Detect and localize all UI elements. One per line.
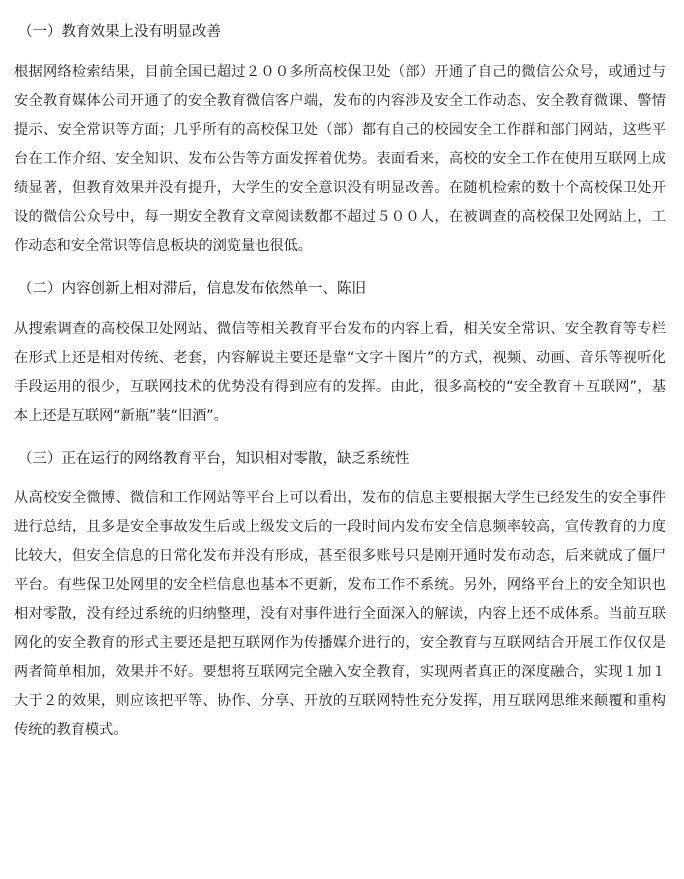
section-paragraph: 从搜索调查的高校保卫处网站、微信等相关教育平台发布的内容上看，相关安全常识、安全教育等专栏在形式上还是相对传统、老套，内容解说主要还是靠“文字＋图片”的方式，视频、动画、音乐等视听化手段运用的很少，互联网技术的优势没有得到应有的发挥。由此，很多高校的“安全教育＋互联网”，基本上还是互联网“新瓶”装“旧酒”。 <box>14 320 666 424</box>
section-paragraph: 根据网络检索结果，目前全国已超过２００多所高校保卫处（部）开通了自己的微信公众号，或通过与安全教育媒体公司开通了的安全教育微信客户端，发布的内容涉及安全工作动态、安全教育微课、警情提示、安全常识等方面；几乎所有的高校保卫处（部）都有自己的校园安全工作群和部门网站，这些平台在工作介绍、安全知识、发布公告等方面发挥着优势。表面看来，高校的安全工作在使用互联网上成绩显著，但教育效果并没有提升，大学生的安全意识没有明显改善。在随机检索的数十个高校保卫处开设的微信公众号中，每一期安全教育文章阅读数都不超过５００人，在被调查的高校保卫处网站上，工作动态和安全常识等信息板块的浏览量也很低。 <box>14 63 666 254</box>
document-section <box>14 22 666 261</box>
document-section <box>14 279 666 431</box>
section-paragraph: 从高校安全微博、微信和工作网站等平台上可以看出，发布的信息主要根据大学生已经发生的安全事件进行总结，且多是安全事故发生后或上级发文后的一段时间内发布安全信息频率较高，宣传教育的力度比较大，但安全信息的日常化发布并没有形成，甚至很多账号只是刚开通时发布动态，后来就成了僵尸平台。有些保卫处网里的安全栏信息也基本不更新，发布工作不系统。另外，网络平台上的安全知识也相对零散，没有经过系统的归纳整理，没有对事件进行全面深入的解读，内容上还不成体系。当前互联网化的安全教育的形式主要还是把互联网作为传播媒介进行的，安全教育与互联网结合开展工作仅仅是两者简单相加，效果并不好。要想将互联网完全融入安全教育，实现两者真正的深度融合，实现１加１大于２的效果，则应该把平等、协作、分享、开放的互联网特性充分发挥，用互联网思维来颠覆和重构传统的教育模式。 <box>14 490 666 739</box>
document-section <box>14 449 666 746</box>
section-heading: （三）正在运行的网络教育平台，知识相对零散，缺乏系统性 <box>18 450 410 467</box>
section-heading: （一）教育效果上没有明显改善 <box>18 24 221 40</box>
section-heading: （二）内容创新上相对滞后，信息发布依然单一、陈旧 <box>18 280 366 297</box>
